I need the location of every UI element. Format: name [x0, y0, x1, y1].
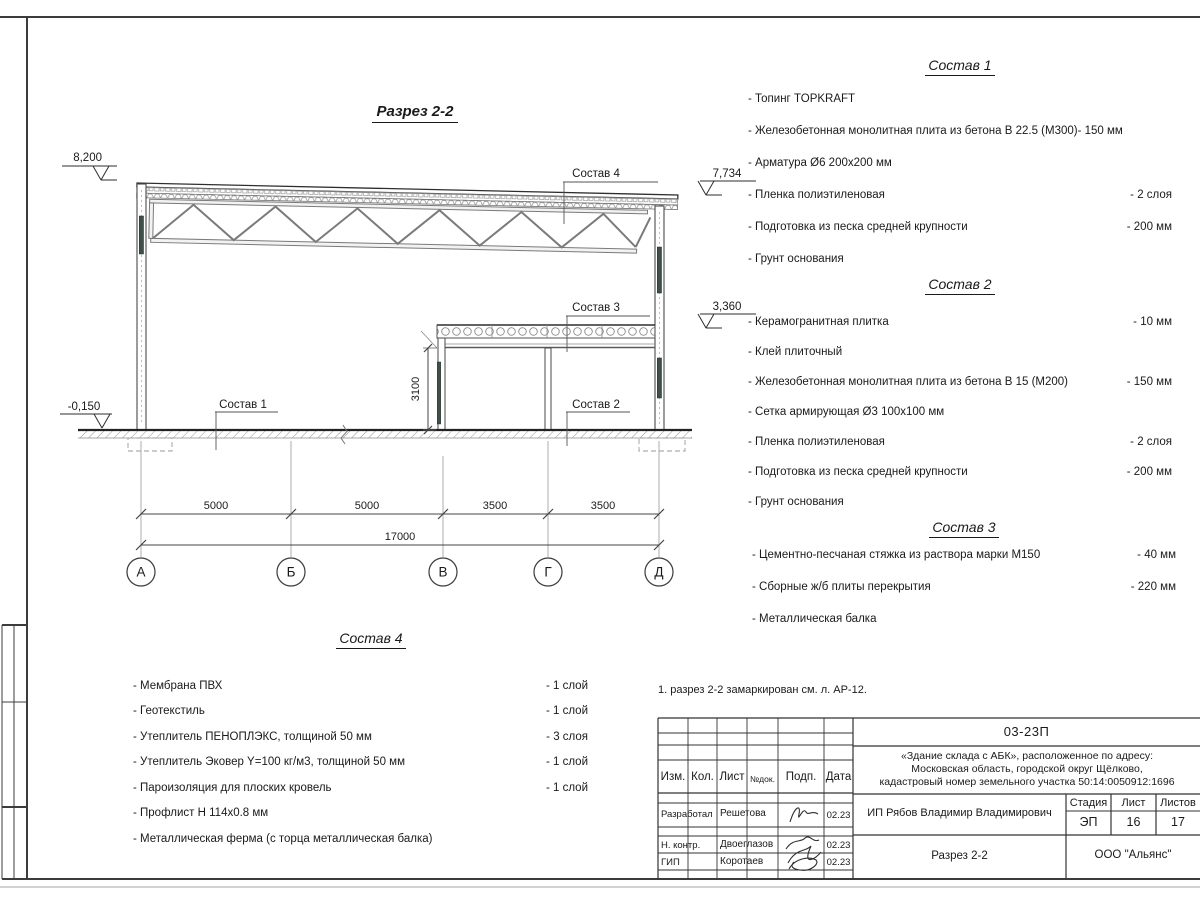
callout-sostav-2: Состав 2 [572, 399, 620, 411]
elevation-floor-label: -0,150 [67, 401, 101, 413]
axis-bubbles [127, 558, 673, 586]
composition-item [748, 367, 1172, 397]
composition-item [748, 457, 1172, 487]
item-name: - Мембрана ПВХ [133, 679, 223, 692]
item-value: - 220 мм [1130, 581, 1176, 593]
signature-korotaev [788, 846, 821, 870]
composition-item [133, 775, 588, 801]
composition-item [133, 673, 588, 699]
row-role-gip: ГИП [661, 857, 680, 868]
item-name: - Цементно-песчаная стяжка из раствора марки М150 [752, 549, 1041, 561]
ground-slab [78, 425, 692, 451]
mezzanine-glazing-strip [437, 362, 441, 424]
sheet-name: Разрез 2-2 [931, 850, 988, 862]
sheets-label: Листов [1160, 797, 1196, 809]
item-name: - Металлическая ферма (с торца металлическая балка) [133, 832, 433, 845]
item-name: - Утеплитель ПЕНОПЛЭКС, толщиной 50 мм [133, 730, 372, 743]
row-name-korotaev: Коротаев [720, 856, 764, 867]
callout-sostav-3: Состав 3 [572, 302, 620, 314]
stage-value: ЭП [1079, 815, 1098, 829]
composition-item [748, 179, 1172, 211]
item-name: - Железобетонная монолитная плита из бетона В 15 (М200) [748, 376, 1069, 388]
row-name-dvoeglazov: Двоеглазов [720, 839, 774, 850]
composition-list-2 [748, 276, 1172, 517]
item-name: - Сборные ж/б плиты перекрытия [752, 581, 931, 593]
dimension-lines [136, 441, 664, 557]
composition-item [748, 115, 1172, 147]
col-header-data: Дата [825, 771, 852, 783]
right-wall-lower-window [657, 358, 661, 398]
composition-item [133, 724, 588, 750]
project-address-line1: «Здание склада с АБК», расположенное по адресу: [901, 750, 1153, 762]
row-date-1: 02.23 [826, 810, 851, 821]
row-date-3: 02.23 [826, 857, 851, 868]
composition-item [748, 397, 1172, 427]
drawing-title: Разрез 2-2 [350, 103, 480, 120]
left-wall-window [139, 216, 143, 254]
dim-span-2: 5000 [354, 500, 380, 512]
composition-list-4 [120, 630, 588, 852]
composition-item [133, 750, 588, 776]
axis-label-d: Д [654, 564, 664, 580]
item-name: - Подготовка из песка средней крупности [748, 221, 968, 233]
item-value: - 150 мм [1126, 376, 1172, 388]
composition-item [752, 571, 1176, 603]
sheet-number: 16 [1126, 815, 1141, 829]
composition-list-3 [752, 519, 1176, 635]
item-name: - Грунт основания [748, 253, 844, 265]
mezzanine-slab [437, 325, 655, 348]
item-value: - 40 мм [1137, 549, 1176, 561]
composition-item [748, 307, 1172, 337]
elevation-mezzanine-label: 3,360 [712, 301, 742, 313]
dim-span-4: 3500 [590, 500, 616, 512]
item-name: - Железобетонная монолитная плита из бетона В 22.5 (М300)- 150 мм [748, 125, 1123, 137]
composition-title: Состав 4 [154, 630, 588, 650]
sheets-total: 17 [1171, 815, 1185, 829]
composition-item [133, 826, 588, 852]
callout-sostav-4: Состав 4 [572, 168, 620, 180]
doc-number: 03-23П [1003, 724, 1050, 739]
composition-item [748, 211, 1172, 243]
dim-span-3: 3500 [482, 500, 508, 512]
composition-item [133, 801, 588, 827]
col-header-ndoc: №док. [750, 774, 775, 784]
composition-item [748, 83, 1172, 115]
item-value: - 1 слой [545, 781, 588, 794]
composition-item [748, 487, 1172, 517]
axis-label-b: Б [286, 564, 296, 580]
composition-item [748, 427, 1172, 457]
item-value: - 1 слой [545, 756, 588, 769]
right-wall-upper-window [657, 247, 661, 293]
composition-item [752, 539, 1176, 571]
item-name: - Пленка полиэтиленовая [748, 189, 885, 201]
composition-item [748, 337, 1172, 367]
item-name: - Пленка полиэтиленовая [748, 436, 885, 448]
item-name: - Подготовка из песка средней крупности [748, 466, 968, 478]
composition-title: Состав 2 [748, 276, 1172, 296]
composition-item [748, 243, 1172, 275]
dim-total: 17000 [384, 531, 416, 543]
item-name: - Профлист Н 114х0.8 мм [133, 807, 269, 820]
item-name: - Арматура Ø6 200х200 мм [748, 157, 892, 169]
interior-column [545, 348, 551, 430]
item-name: - Сетка армирующая Ø3 100х100 мм [748, 406, 945, 418]
composition-item [133, 699, 588, 725]
item-value: - 1 слой [545, 705, 588, 718]
axis-label-a: А [136, 564, 146, 580]
signature-reshetova [790, 808, 818, 822]
roof-assembly [136, 183, 678, 254]
composition-title: Состав 1 [748, 57, 1172, 77]
stage-label: Стадия [1069, 797, 1108, 809]
item-name: - Клей плиточный [748, 346, 843, 358]
sheet-note: 1. разрез 2-2 замаркирован см. л. АР-12. [658, 684, 867, 696]
item-value: - 10 мм [1133, 316, 1172, 328]
composition-list-1 [748, 57, 1172, 275]
item-name: - Геотекстиль [133, 705, 205, 718]
col-header-list: Лист [719, 771, 745, 783]
axis-label-g: Г [544, 564, 552, 580]
row-name-reshetova: Решетова [720, 808, 766, 819]
axis-label-v: В [438, 564, 448, 580]
signatures [786, 808, 821, 870]
item-value: - 2 слоя [1130, 436, 1172, 448]
item-name: - Керамогранитная плитка [748, 316, 889, 328]
signature-dvoeglazov [786, 837, 819, 849]
col-header-kol: Кол. [691, 771, 714, 783]
item-value: - 3 слоя [546, 730, 588, 743]
col-header-podp: Подп. [785, 771, 817, 783]
row-role-razrabotal: Разработал [661, 809, 713, 820]
item-name: - Грунт основания [748, 496, 844, 508]
project-address-line2: Московская область, городской округ Щёлково, [911, 763, 1143, 775]
item-value: - 200 мм [1126, 466, 1172, 478]
company-name: ООО "Альянс" [1094, 849, 1172, 861]
item-value: - 200 мм [1126, 221, 1172, 233]
row-date-2: 02.23 [826, 840, 851, 851]
client-name: ИП Рябов Владимир Владимирович [867, 807, 1052, 819]
height-dimension [410, 331, 437, 434]
item-name: - Утеплитель Эковер Y=100 кг/м3, толщиной 50 мм [133, 756, 405, 769]
composition-item [748, 147, 1172, 179]
item-name: - Пароизоляция для плоских кровель [133, 781, 332, 794]
elevation-left-label: 8,200 [73, 152, 102, 164]
elevation-right-label: 7,734 [712, 168, 742, 180]
item-name: - Металлическая балка [752, 613, 877, 625]
col-header-izm: Изм. [660, 771, 686, 783]
item-name: - Топинг TOPKRAFT [748, 93, 856, 105]
row-role-nkontr: Н. контр. [661, 840, 701, 851]
item-value: - 2 слоя [1130, 189, 1172, 201]
callout-sostav-1: Состав 1 [219, 399, 267, 411]
project-address-line3: кадастровый номер земельного участка 50:14:0050912:1696 [879, 776, 1175, 788]
dim-span-1: 5000 [203, 500, 229, 512]
item-value: - 1 слой [545, 679, 588, 692]
height-dimension-label: 3100 [410, 376, 422, 402]
composition-item [752, 603, 1176, 635]
composition-title: Состав 3 [752, 519, 1176, 539]
sheet-label: Лист [1121, 797, 1146, 809]
